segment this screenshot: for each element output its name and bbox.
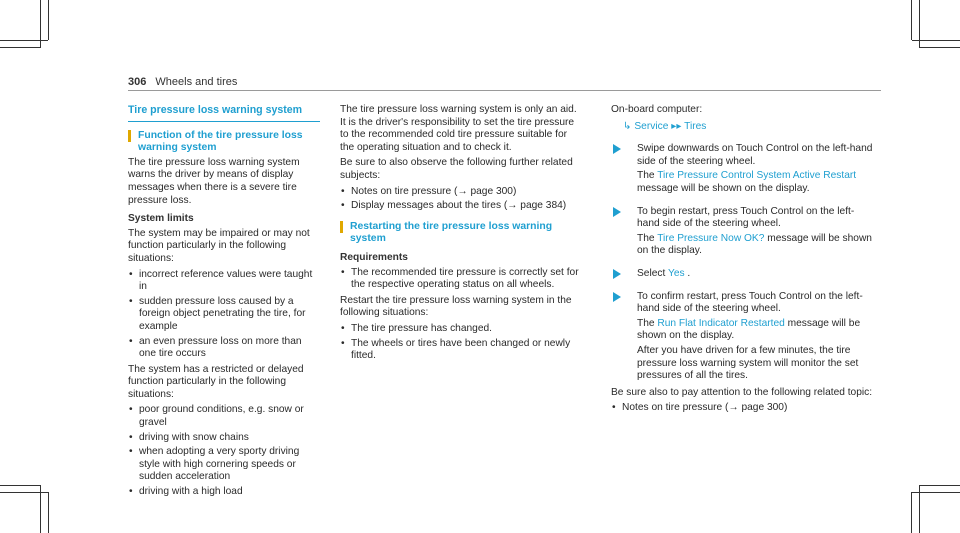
crop-mark [0, 47, 40, 48]
subsection-title: Function of the tire pressure loss warning system [138, 129, 303, 154]
crop-mark [40, 0, 41, 48]
display-message: Tire Pressure Now OK? [657, 232, 765, 244]
requirements-list [340, 267, 580, 292]
subsection-heading-restarting [340, 221, 580, 246]
crop-mark [919, 0, 920, 48]
crop-mark [920, 47, 960, 48]
related-subjects-intro: Be sure to also observe the following further related subjects: [340, 157, 573, 181]
double-chevron-icon: ▸▸ [671, 120, 682, 132]
crop-mark [0, 485, 40, 486]
aid-paragraph: The tire pressure loss warning system is only an aid. It is the driver's responsibility to set the tire pressure to the recommended cold tire pressure suitable for the operating situation and to check it. [340, 104, 577, 153]
heading-marker-icon [128, 130, 131, 142]
step-4 [611, 291, 873, 383]
section-title: Tire pressure loss warning system [128, 104, 320, 122]
crop-mark [920, 485, 960, 486]
list-item: • The recommended tire pressure is correctly set for the respective operating status on all wheels. [341, 266, 579, 291]
page-header-title: Wheels and tires [155, 76, 238, 88]
menu-path [623, 121, 873, 134]
menu-item-tires: Tires [684, 120, 707, 132]
step-result: The Tire Pressure Control System Active Restart message will be shown on the display. [637, 170, 857, 194]
list-item: • poor ground conditions, e.g. snow or gravel [129, 404, 304, 429]
requirements-heading: Requirements [340, 251, 408, 263]
submenu-arrow-icon: ↳ [623, 120, 632, 132]
heading-marker-icon [340, 221, 343, 233]
subsection-title: Restarting the tire pressure loss warning system [350, 220, 553, 245]
list-item: • driving with a high load [129, 486, 243, 498]
menu-item-service: Service [634, 120, 669, 132]
limits-intro-1: The system may be impaired or may not function particularly in the following situations: [128, 227, 310, 264]
restart-situations-list [340, 323, 580, 363]
step-arrow-icon [613, 207, 621, 217]
limits-list-1 [128, 269, 320, 361]
cross-reference-link[interactable]: • Display messages about the tires (→ page 384) [341, 200, 567, 212]
step-arrow-icon [613, 269, 621, 279]
column-right [611, 104, 873, 418]
limits-intro-2: The system has a restricted or delayed function particularly in the following situations: [128, 363, 304, 400]
step-arrow-icon [613, 292, 621, 302]
display-message: Tire Pressure Control System Active Restart [657, 170, 857, 182]
related-topic-list [611, 402, 873, 415]
crop-mark [911, 0, 912, 40]
list-item: • The wheels or tires have been changed or newly fitted. [341, 337, 571, 362]
header-rule [128, 90, 881, 91]
step-2 [611, 206, 873, 258]
step-text: Swipe downwards on Touch Control on the left-hand side of the steering wheel. [637, 143, 873, 167]
cross-reference-link[interactable]: • Notes on tire pressure (→ page 300) [341, 185, 517, 197]
step-arrow-icon [613, 144, 621, 154]
related-topic-intro: Be sure also to pay attention to the following related topic: [611, 386, 873, 398]
list-item: • The tire pressure has changed. [341, 322, 493, 334]
list-item: • sudden pressure loss caused by a foreign object penetrating the tire, for example [129, 295, 306, 332]
step-text: To begin restart, press Touch Control on the left-hand side of the steering wheel. [637, 205, 855, 230]
step-3 [611, 268, 873, 281]
crop-mark [40, 485, 41, 533]
list-item: • when adopting a very sporty driving style with high cornering speeds or sudden acceleration [129, 446, 300, 483]
crop-mark [48, 492, 49, 533]
limits-list-2 [128, 404, 320, 498]
step-note: After you have driven for a few minutes, the tire pressure loss warning system will monitor the set pressures of all the tires. [637, 344, 859, 382]
step-text: To confirm restart, press Touch Control on the left-hand side of the steering wheel. [637, 290, 863, 315]
step-result: The Run Flat Indicator Restarted message will be shown on the display. [637, 317, 861, 342]
crop-mark [48, 0, 49, 40]
system-limits-heading: System limits [128, 213, 194, 225]
step-1 [611, 143, 873, 195]
related-subjects-list [340, 186, 580, 213]
display-message: Run Flat Indicator Restarted [657, 317, 785, 329]
on-board-computer-label: On-board computer: [611, 104, 703, 115]
display-option: Yes [667, 267, 685, 279]
crop-mark [911, 492, 912, 533]
subsection-heading-function [128, 130, 320, 155]
list-item: • driving with snow chains [129, 431, 249, 443]
restart-intro: Restart the tire pressure loss warning system in the following situations: [340, 294, 572, 319]
step-result: The Tire Pressure Now OK? message will be shown on the display. [637, 232, 872, 257]
cross-reference-link[interactable]: • Notes on tire pressure (→ page 300) [612, 402, 788, 414]
step-text: Select Yes . [637, 267, 691, 279]
list-item: • incorrect reference values were taught in [129, 268, 313, 293]
list-item: • an even pressure loss on more than one tire occurs [129, 335, 302, 360]
page-header [128, 76, 237, 88]
column-left [128, 104, 320, 502]
intro-paragraph: The tire pressure loss warning system warns the driver by means of display messages when there is a severe tire pressure loss. [128, 156, 300, 206]
column-middle [340, 104, 580, 366]
crop-mark [919, 485, 920, 533]
page-number: 306 [128, 76, 147, 88]
